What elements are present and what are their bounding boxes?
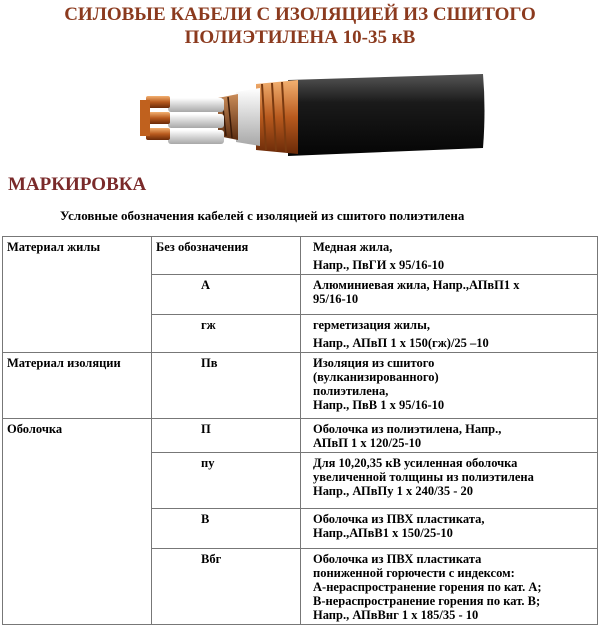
document-title-line-1: СИЛОВЫЕ КАБЕЛИ С ИЗОЛЯЦИЕЙ ИЗ СШИТОГО: [64, 4, 536, 25]
table-row: [3, 419, 598, 453]
category-cell: Оболочка: [3, 419, 152, 453]
description-cell: Оболочка из ПВХ пластиката пониженной горючести с индексом: А-нераспространение горения по кат. А; В-нераспространение горения по кат. В; Напр., АПвВнг 1 х 185/35 - 10: [301, 549, 598, 625]
document-title-line-2: ПОЛИЭТИЛЕНА 10-35 кВ: [184, 27, 416, 48]
description-cell: Медная жила, Напр., ПвГИ х 95/16-10: [301, 237, 598, 275]
code-cell: Вбг: [152, 549, 301, 625]
category-cell: [3, 453, 152, 509]
category-cell: [3, 315, 152, 353]
description-cell: Для 10,20,35 кВ усиленная оболочка увеличенной толщины из полиэтилена Напр., АПвПу 1 х 240/35 - 20: [301, 453, 598, 509]
description-cell: герметизация жилы, Напр., АПвП 1 х 150(гж)/25 –10: [301, 315, 598, 353]
category-cell: [3, 549, 152, 625]
description-cell: Оболочка из полиэтилена, Напр., АПвП 1 х 120/25-10: [301, 419, 598, 453]
table-row: [3, 275, 598, 315]
code-cell: В: [152, 509, 301, 549]
code-cell: пу: [152, 453, 301, 509]
category-cell: [3, 509, 152, 549]
table-row: [3, 509, 598, 549]
code-cell: гж: [152, 315, 301, 353]
category-cell: Материал изоляции: [3, 353, 152, 419]
code-cell: Без обозначения: [152, 237, 301, 275]
description-cell: Изоляция из сшитого (вулканизированного) полиэтилена, Напр., ПвВ 1 х 95/16-10: [301, 353, 598, 419]
table-row: [3, 353, 598, 419]
code-cell: П: [152, 419, 301, 453]
table-row: [3, 549, 598, 625]
category-cell: Материал жилы: [3, 237, 152, 275]
code-cell: А: [152, 275, 301, 315]
section-heading: МАРКИРОВКА: [8, 174, 147, 195]
description-cell: Алюминиевая жила, Напр.,АПвП1 х 95/16-10: [301, 275, 598, 315]
category-cell: [3, 275, 152, 315]
table-row: [3, 237, 598, 275]
code-cell: Пв: [152, 353, 301, 419]
description-cell: Оболочка из ПВХ пластиката, Напр.,АПвВ1 х 150/25-10: [301, 509, 598, 549]
cable-cross-section-image: [138, 70, 486, 160]
table-caption: Условные обозначения кабелей с изоляцией из сшитого полиэтилена: [60, 208, 465, 223]
marking-table: [2, 236, 598, 625]
table-row: [3, 315, 598, 353]
table-row: [3, 453, 598, 509]
